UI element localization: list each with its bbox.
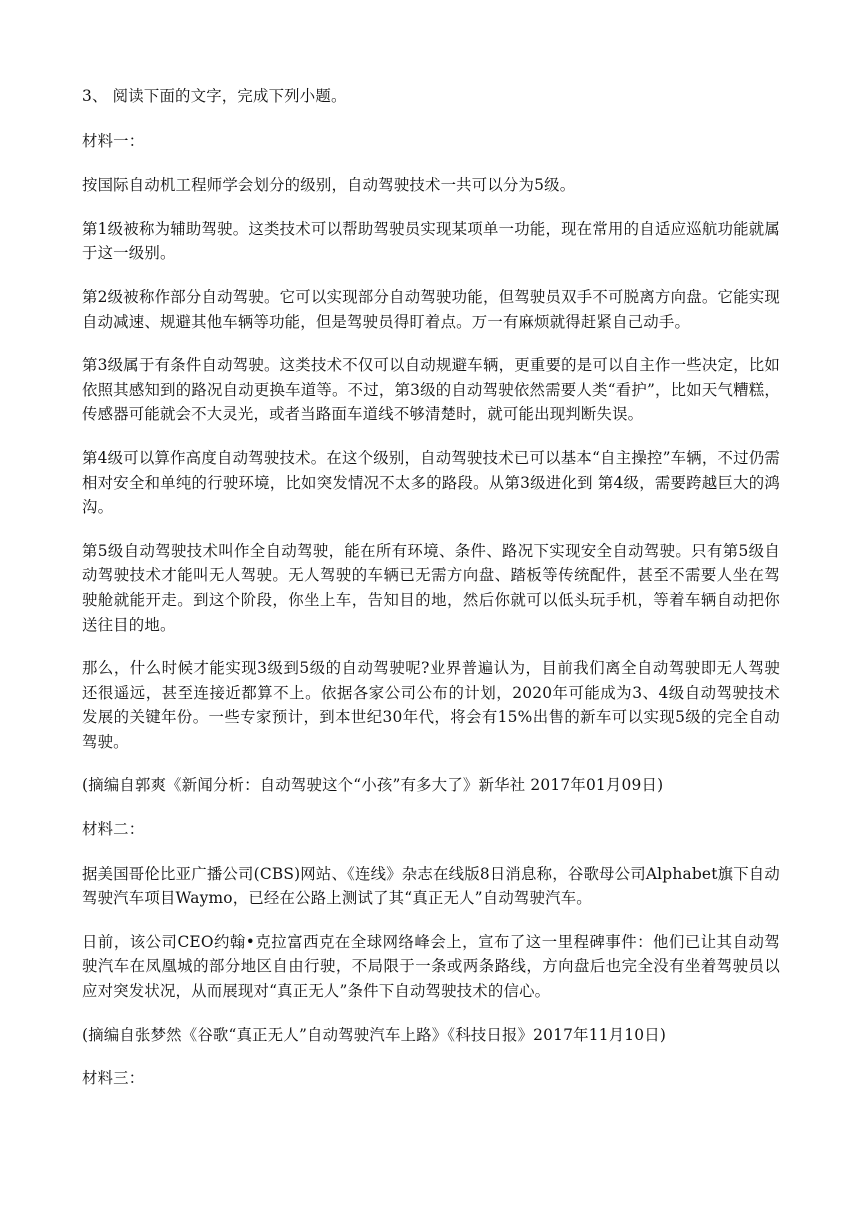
material-2-label: 材料二： [82, 820, 145, 839]
material-1-source: (摘编自郭爽《新闻分析：自动驾驶这个“小孩”有多大了》新华社 2017年01月09日) [82, 776, 664, 795]
material-1-paragraph: 第3级属于有条件自动驾驶。这类技术不仅可以自动规避车辆，更重要的是可以自主作一些决定，比如依照其感知到的路况自动更换车道等。不过，第3级的自动驾驶依然需要人类“看护”，比如天气糟糕，传感器可能就会不大灵光，或者当路面车道线不够清楚时，就可能出现判断失误。 [82, 356, 780, 424]
material-1-label: 材料一： [82, 131, 145, 150]
material-2-source: (摘编自张梦然《谷歌“真正无人”自动驾驶汽车上路》《科技日报》2017年11月10日) [82, 1025, 667, 1044]
material-2-paragraph: 日前，该公司CEO约翰•克拉富西克在全球网络峰会上，宣布了这一里程碑事件：他们已让其自动驾驶汽车在凤凰城的部分地区自由行驶，不局限于一条或两条路线，方向盘后也完全没有坐着驾驶员以应对突发状况，从而展现对“真正无人”条件下自动驾驶技术的信心。 [82, 932, 780, 1001]
material-3-label: 材料三： [82, 1069, 145, 1088]
question-heading: 3、 阅读下面的文字，完成下列小题。 [82, 87, 347, 105]
material-1-paragraph: 那么，什么时候才能实现3级到5级的自动驾驶呢?业界普遍认为，目前我们离全自动驾驶即无人驾驶还很遥远，甚至连接近都算不上。依据各家公司公布的计划，2020年可能成为3、4级自动驾驶技术发展的关键年份。一些专家预计，到本世纪30年代，将会有15%出售的新车可以实现5级的完全自动驾驶。 [82, 659, 780, 751]
material-1-paragraph: 按国际自动机工程师学会划分的级别，自动驾驶技术一共可以分为5级。 [82, 176, 576, 195]
material-1-paragraph: 第2级被称作部分自动驾驶。它可以实现部分自动驾驶功能，但驾驶员双手不可脱离方向盘。它能实现自动减速、规避其他车辆等功能，但是驾驶员得盯着点。万一有麻烦就得赶紧自己动手。 [82, 287, 780, 331]
material-2-paragraph: 据美国哥伦比亚广播公司(CBS)网站、《连线》杂志在线版8日消息称，谷歌母公司Alphabet旗下自动驾驶汽车项目Waymo，已经在公路上测试了其“真正无人”自动驾驶汽车。 [82, 864, 780, 908]
material-1-paragraph: 第4级可以算作高度自动驾驶技术。在这个级别，自动驾驶技术已可以基本“自主操控”车辆，不过仍需相对安全和单纯的行驶环境，比如突发情况不太多的路段。从第3级进化到 第4级，需要跨越巨大的鸿沟。 [82, 448, 780, 517]
material-1-paragraph: 第5级自动驾驶技术叫作全自动驾驶，能在所有环境、条件、路况下实现安全自动驾驶。只有第5级自动驾驶技术才能叫无人驾驶。无人驾驶的车辆已无需方向盘、踏板等传统配件，甚至不需要人坐在驾驶舱就能开走。到这个阶段，你坐上车，告知目的地，然后你就可以低头玩手机，等着车辆自动把你送往目的地。 [82, 541, 780, 634]
material-1-paragraph: 第1级被称为辅助驾驶。这类技术可以帮助驾驶员实现某项单一功能，现在常用的自适应巡航功能就属于这一级别。 [82, 219, 780, 263]
